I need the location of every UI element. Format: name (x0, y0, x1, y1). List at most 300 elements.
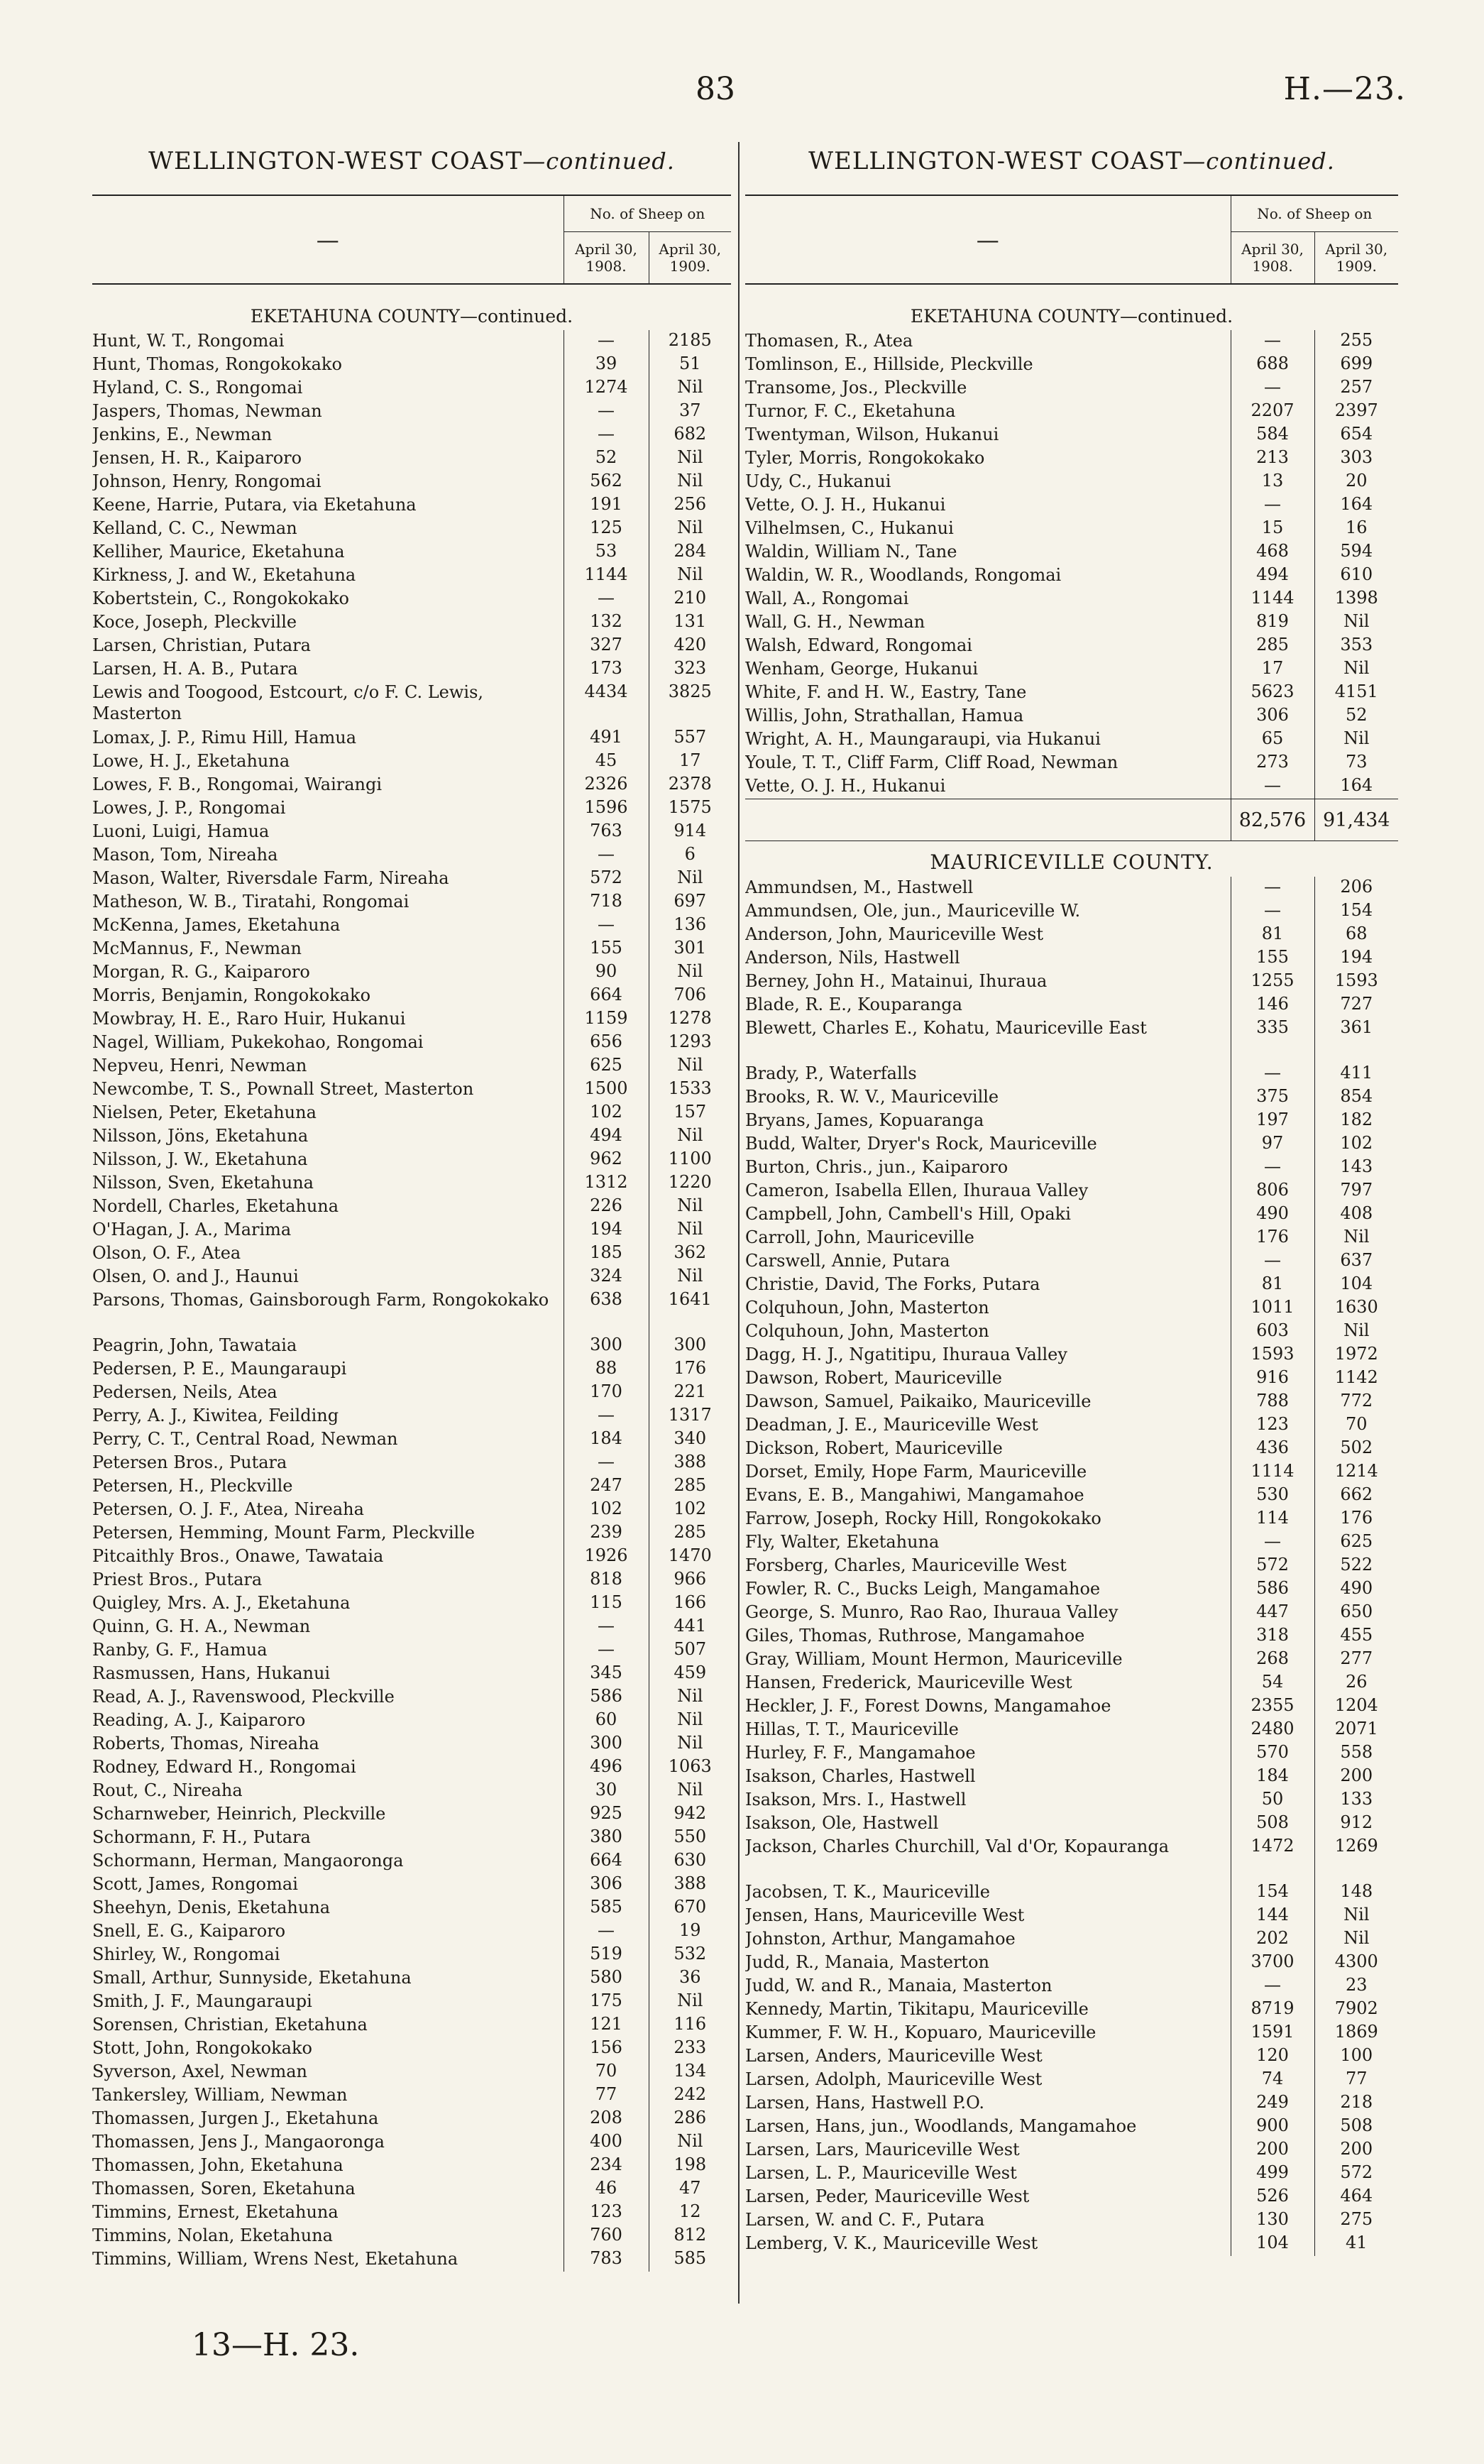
sheep-1909: 41 (1345, 2233, 1368, 2252)
table-row (745, 1344, 1398, 1367)
sheep-1909: 1575 (668, 797, 712, 817)
table-row (92, 1663, 731, 1686)
sheep-1909: 176 (1340, 1508, 1373, 1528)
sheep-1909: 508 (1340, 2115, 1373, 2135)
table-row (92, 867, 731, 891)
table-row (745, 1928, 1398, 1951)
sheep-1908: 156 (564, 2037, 649, 2061)
table-row (92, 1381, 731, 1405)
owner-name: Scharnweber, Heinrich, Pleckville (92, 1803, 564, 1827)
owner-name: Perry, C. T., Central Road, Newman (92, 1428, 564, 1452)
sheep-1908: 125 (564, 518, 649, 541)
sheep-1908: 77 (564, 2084, 649, 2108)
owner-name: Isakson, Mrs. I., Hastwell (745, 1789, 1231, 1812)
sheep-1909: 257 (1340, 377, 1373, 397)
sheep-1909: 70 (1345, 1414, 1368, 1434)
right-table-header (745, 195, 1398, 285)
table-row (745, 1367, 1398, 1391)
sheep-1909: 182 (1340, 1110, 1373, 1129)
sheep-1908: 88 (564, 1358, 649, 1381)
left-table-header (92, 195, 731, 285)
table-row (745, 994, 1398, 1017)
sheep-1908: 184 (1231, 1765, 1314, 1789)
sheep-1909: 73 (1345, 752, 1368, 772)
table-row (92, 1358, 731, 1381)
owner-name: Dagg, H. J., Ngatitipu, Ihuraua Valley (745, 1344, 1231, 1367)
table-row (92, 658, 731, 681)
sheep-1909: 166 (674, 1592, 707, 1612)
sheep-1908: 318 (1231, 1625, 1314, 1648)
sheep-1909: Nil (677, 961, 703, 981)
owner-name: Carroll, John, Mauriceville (745, 1227, 1231, 1250)
sheep-1908: 50 (1231, 1789, 1314, 1812)
sheep-1908: 115 (564, 1592, 649, 1616)
owner-name: Jenkins, E., Newman (92, 424, 564, 447)
sheep-1909: 242 (674, 2084, 707, 2104)
table-row (745, 1578, 1398, 1601)
owner-name: Jensen, Hans, Mauriceville West (745, 1905, 1231, 1928)
sheep-1908: 572 (1231, 1555, 1314, 1578)
sheep-1909: Nil (1343, 611, 1370, 631)
table-row (745, 1086, 1398, 1110)
sheep-1908: 239 (564, 1522, 649, 1545)
sheep-1908: 819 (1231, 611, 1314, 635)
sheep-1908: 400 (564, 2131, 649, 2154)
table-row (745, 1555, 1398, 1578)
table-row (92, 2108, 731, 2131)
owner-name: Dawson, Samuel, Paikaiko, Mauriceville (745, 1391, 1231, 1414)
sheep-1908: — (564, 1452, 649, 1475)
owner-name: Ammundsen, M., Hastwell (745, 877, 1231, 900)
owner-name: Larsen, Christian, Putara (92, 635, 564, 658)
sheep-1909: Nil (677, 518, 703, 537)
sheep-1908: — (1231, 1531, 1314, 1555)
sheep-1908: 15 (1231, 518, 1314, 541)
sheep-1908: — (1231, 900, 1314, 924)
table-row (92, 1242, 731, 1266)
right-col-1909-header: April 30, 1909. (1325, 241, 1388, 275)
left-entries-table (92, 330, 731, 2272)
table-row (92, 1944, 731, 1967)
sheep-1909: 2397 (1334, 400, 1378, 420)
owner-name: Jensen, H. R., Kaiparoro (92, 447, 564, 471)
sheep-1908: 121 (564, 2014, 649, 2037)
sheep-1908: 1593 (1231, 1344, 1314, 1367)
right-county-heading-eketahuna: EKETAHUNA COUNTY—continued. (910, 306, 1233, 327)
left-title-suffix: —continued. (522, 148, 675, 175)
table-row (745, 1672, 1398, 1695)
sheep-1908: 1472 (1231, 1836, 1314, 1881)
sheep-1908: 300 (564, 1733, 649, 1756)
owner-name: Nepveu, Henri, Newman (92, 1055, 564, 1078)
sheep-1908: 1159 (564, 1008, 649, 1031)
totals-blank-cell (745, 799, 1231, 841)
sheep-1908: — (1231, 1250, 1314, 1274)
sheep-1908: — (1231, 377, 1314, 400)
owner-name: Wenham, George, Hukanui (745, 658, 1231, 681)
owner-name: Newcombe, T. S., Pownall Street, Masterton (92, 1078, 564, 1102)
sheep-1908: 102 (564, 1499, 649, 1522)
table-row (745, 1414, 1398, 1438)
table-row (745, 2209, 1398, 2233)
sheep-1909: Nil (677, 1219, 703, 1239)
sheep-1909: 157 (674, 1102, 707, 1122)
table-row (92, 844, 731, 867)
sheep-1908: 584 (1231, 424, 1314, 447)
sheep-1909: 102 (674, 1499, 707, 1518)
sheep-1908: 154 (1231, 1881, 1314, 1905)
sheep-1908: 494 (564, 1125, 649, 1149)
table-row (92, 2084, 731, 2108)
sheep-1909: 19 (678, 1920, 701, 1940)
table-row (92, 1475, 731, 1499)
sheep-1908: 324 (564, 1266, 649, 1289)
sheep-1908: 508 (1231, 1812, 1314, 1836)
sheep-1909: 1869 (1334, 2022, 1378, 2042)
sheep-1909: 388 (674, 1452, 707, 1472)
table-row (92, 1756, 731, 1780)
table-row (745, 1765, 1398, 1789)
sheep-1909: 699 (1340, 354, 1373, 373)
right-column-title (745, 142, 1398, 180)
owner-name: Tyler, Morris, Rongokokako (745, 447, 1231, 471)
table-row (92, 1850, 731, 1873)
sheep-1908: 1312 (564, 1172, 649, 1195)
sheep-1908: 468 (1231, 541, 1314, 564)
sheep-1908: 586 (1231, 1578, 1314, 1601)
sheep-1908: 562 (564, 471, 649, 494)
sheep-1908: 123 (564, 2201, 649, 2225)
owner-name: Wall, A., Rongomai (745, 588, 1231, 611)
sheep-1909: 7902 (1334, 1998, 1378, 2018)
owner-name: Hansen, Frederick, Mauriceville West (745, 1672, 1231, 1695)
sheep-1908: 60 (564, 1709, 649, 1733)
owner-name: Olsen, O. and J., Haunui (92, 1266, 564, 1289)
sheep-1908: 496 (564, 1756, 649, 1780)
table-row (745, 970, 1398, 994)
sheep-1908: 1255 (1231, 970, 1314, 994)
owner-name: Twentyman, Wilson, Hukanui (745, 424, 1231, 447)
sheep-1908: 155 (1231, 947, 1314, 970)
right-title-suffix: —continued. (1182, 148, 1335, 175)
sheep-1909: 26 (1345, 1672, 1368, 1692)
sheep-1908: 185 (564, 1242, 649, 1266)
table-row (92, 2154, 731, 2178)
table-row (92, 2037, 731, 2061)
sheep-1908: 81 (1231, 924, 1314, 947)
sheep-1908: 13 (1231, 471, 1314, 494)
sheep-1909: 1063 (668, 1756, 712, 1776)
right-entries-table-mauriceville (745, 877, 1398, 2256)
owner-name: Anderson, Nils, Hastwell (745, 947, 1231, 970)
table-row (745, 900, 1398, 924)
owner-name: Colquhoun, John, Masterton (745, 1297, 1231, 1320)
sheep-1909: 12 (678, 2201, 701, 2221)
table-row (745, 354, 1398, 377)
left-title-text: WELLINGTON-WEST COAST (148, 147, 523, 175)
sheep-1908: — (1231, 1975, 1314, 1998)
sheep-1909: Nil (1343, 728, 1370, 748)
table-row (92, 1733, 731, 1756)
owner-name: Snell, E. G., Kaiparoro (92, 1920, 564, 1944)
sheep-1908: 1596 (564, 797, 649, 821)
sheep-1908: 120 (1231, 2045, 1314, 2069)
owner-name: Rodney, Edward H., Rongomai (92, 1756, 564, 1780)
table-row (92, 588, 731, 611)
owner-name: Pitcaithly Bros., Onawe, Tawataia (92, 1545, 564, 1569)
sheep-1909: Nil (1343, 1905, 1370, 1924)
sheep-1908: — (564, 1616, 649, 1639)
owner-name: White, F. and H. W., Eastry, Tane (745, 681, 1231, 705)
table-row (745, 1905, 1398, 1928)
owner-name: Thomassen, Soren, Eketahuna (92, 2178, 564, 2201)
sheep-1909: 52 (1345, 705, 1368, 725)
owner-name: Lowe, H. J., Eketahuna (92, 750, 564, 774)
table-row (92, 2248, 731, 2272)
owner-name: Olson, O. F., Atea (92, 1242, 564, 1266)
table-row (745, 1133, 1398, 1156)
owner-name: Sheehyn, Denis, Eketahuna (92, 1897, 564, 1920)
owner-name: Timmins, Ernest, Eketahuna (92, 2201, 564, 2225)
sheep-1909: 303 (1340, 447, 1373, 467)
sheep-1909: 134 (674, 2061, 707, 2081)
sheep-1909: Nil (677, 1780, 703, 1800)
sheep-1909: 942 (674, 1803, 707, 1823)
table-row (745, 1789, 1398, 1812)
table-row (92, 2201, 731, 2225)
sheep-1908: 176 (1231, 1227, 1314, 1250)
table-row (745, 705, 1398, 728)
owner-name: Willis, John, Strathallan, Hamua (745, 705, 1231, 728)
sheep-1909: 2071 (1334, 1719, 1378, 1739)
sheep-1908: — (1231, 494, 1314, 518)
table-row (92, 1709, 731, 1733)
table-row (92, 564, 731, 588)
table-row (745, 1063, 1398, 1086)
sheep-1909: 610 (1340, 564, 1373, 584)
sheep-1908: 499 (1231, 2162, 1314, 2186)
sheep-1908: 625 (564, 1055, 649, 1078)
owner-name: Pedersen, Neils, Atea (92, 1381, 564, 1405)
sheep-1908: 268 (1231, 1648, 1314, 1672)
owner-name: Larsen, W. and C. F., Putara (745, 2209, 1231, 2233)
sheep-1908: 783 (564, 2248, 649, 2272)
table-row (92, 1499, 731, 1522)
total-1908: 82,576 (1231, 799, 1314, 841)
sheep-1908: 300 (564, 1335, 649, 1358)
owner-name: Turnor, F. C., Eketahuna (745, 400, 1231, 424)
sheep-1909: 727 (1340, 994, 1373, 1014)
table-row (745, 681, 1398, 705)
sheep-1908: — (1231, 330, 1314, 354)
owner-name: George, S. Munro, Rao Rao, Ihuraua Valley (745, 1601, 1231, 1625)
sheep-1908: — (564, 400, 649, 424)
table-row (92, 938, 731, 961)
table-row (745, 2045, 1398, 2069)
table-row (745, 1998, 1398, 2022)
table-row (745, 2162, 1398, 2186)
sheep-1908: 580 (564, 1967, 649, 1991)
table-row (92, 1920, 731, 1944)
sheep-1909: Nil (677, 1195, 703, 1215)
owner-name: Johnston, Arthur, Mangamahoe (745, 1928, 1231, 1951)
table-row (92, 400, 731, 424)
sheep-1909: 131 (674, 611, 707, 631)
owner-name: McMannus, F., Newman (92, 938, 564, 961)
sheep-1908: 1500 (564, 1078, 649, 1102)
owner-name: Kirkness, J. and W., Eketahuna (92, 564, 564, 588)
sheep-1909: 420 (674, 635, 707, 655)
sheep-1909: Nil (1343, 658, 1370, 678)
sheep-1909: Nil (1343, 1928, 1370, 1948)
sheep-1909: 625 (1340, 1531, 1373, 1551)
table-row (92, 727, 731, 750)
owner-name: Larsen, Anders, Mauriceville West (745, 2045, 1231, 2069)
sheep-1908: 1114 (1231, 1461, 1314, 1484)
owner-name: Ranby, G. F., Hamua (92, 1639, 564, 1663)
sheep-1908: 656 (564, 1031, 649, 1055)
owner-name: Kummer, F. W. H., Kopuaro, Mauriceville (745, 2022, 1231, 2045)
sheep-1909: 812 (674, 2225, 707, 2245)
table-row (92, 1149, 731, 1172)
table-row (92, 1289, 731, 1335)
sheep-1908: 806 (1231, 1180, 1314, 1203)
sheep-1909: 194 (1340, 947, 1373, 967)
owner-name: Blewett, Charles E., Kohatu, Mauriceville East (745, 1017, 1231, 1063)
table-row (92, 681, 731, 727)
sheep-1908: 132 (564, 611, 649, 635)
sheep-1908: — (564, 588, 649, 611)
page-number: 83 (696, 71, 735, 107)
table-row (92, 1686, 731, 1709)
sheep-1908: 490 (1231, 1203, 1314, 1227)
right-name-column-header: — (745, 195, 1231, 284)
owner-name: Larsen, L. P., Mauriceville West (745, 2162, 1231, 2186)
sheep-1909: 116 (674, 2014, 707, 2034)
table-row (745, 1156, 1398, 1180)
sheep-1908: 1144 (1231, 588, 1314, 611)
table-row (745, 947, 1398, 970)
owner-name: Lewis and Toogood, Estcourt, c/o F. C. Lewis, Masterton (92, 681, 564, 727)
sheep-1908: 170 (564, 1381, 649, 1405)
owner-name: Ammundsen, Ole, jun., Mauriceville W. (745, 900, 1231, 924)
table-row (92, 985, 731, 1008)
sheep-1909: 558 (1340, 1742, 1373, 1762)
sheep-1909: 47 (678, 2178, 701, 2198)
owner-name: Vilhelmsen, C., Hukanui (745, 518, 1231, 541)
table-row (92, 891, 731, 914)
sheep-1909: 914 (674, 821, 707, 841)
sheep-1908: 375 (1231, 1086, 1314, 1110)
signature-mark: 13—H. 23. (192, 2327, 360, 2363)
sheep-1908: 30 (564, 1780, 649, 1803)
owner-name: Thomassen, Jens J., Mangaoronga (92, 2131, 564, 2154)
table-row (92, 1616, 731, 1639)
sheep-1908: 213 (1231, 447, 1314, 471)
sheep-1909: 1593 (1334, 970, 1378, 990)
sheep-1908: 586 (564, 1686, 649, 1709)
sheep-1908: 45 (564, 750, 649, 774)
sheep-1909: 532 (674, 1944, 707, 1964)
table-row (92, 914, 731, 938)
table-row (745, 611, 1398, 635)
sheep-1908: 249 (1231, 2092, 1314, 2115)
table-row (745, 1297, 1398, 1320)
left-column (92, 142, 731, 2272)
owner-name: Luoni, Luigi, Hamua (92, 821, 564, 844)
sheep-1908: 788 (1231, 1391, 1314, 1414)
sheep-1909: 301 (674, 938, 707, 958)
owner-name: Judd, R., Manaia, Masterton (745, 1951, 1231, 1975)
sheep-1909: 490 (1340, 1578, 1373, 1598)
table-row (745, 1484, 1398, 1508)
owner-name: Hillas, T. T., Mauriceville (745, 1719, 1231, 1742)
sheep-1908: — (564, 1920, 649, 1944)
sheep-1908: 1274 (564, 377, 649, 400)
sheep-1909: 662 (1340, 1484, 1373, 1504)
sheep-1908: 900 (1231, 2115, 1314, 2139)
table-row (92, 821, 731, 844)
right-entries-body-mauriceville (745, 877, 1398, 2256)
sheep-1908: 114 (1231, 1508, 1314, 1531)
sheep-1909: 682 (674, 424, 707, 444)
owner-name: Campbell, John, Cambell's Hill, Opaki (745, 1203, 1231, 1227)
sheep-1909: 275 (1340, 2209, 1373, 2229)
sheep-1909: Nil (677, 1125, 703, 1145)
sheep-1909: 148 (1340, 1881, 1373, 1901)
sheep-1908: 327 (564, 635, 649, 658)
sheep-1909: 200 (1340, 1765, 1373, 1785)
sheep-1908: 306 (1231, 705, 1314, 728)
sheep-1908: — (564, 1405, 649, 1428)
sheep-1909: 706 (674, 985, 707, 1004)
owner-name: Bryans, James, Kopuaranga (745, 1110, 1231, 1133)
sheep-1908: — (564, 1639, 649, 1663)
owner-name: Walsh, Edward, Rongomai (745, 635, 1231, 658)
owner-name: Scott, James, Rongomai (92, 1873, 564, 1897)
sheep-1908: 97 (1231, 1133, 1314, 1156)
table-row (745, 1625, 1398, 1648)
owner-name: Petersen Bros., Putara (92, 1452, 564, 1475)
owner-name: Tomlinson, E., Hillside, Pleckville (745, 354, 1231, 377)
owner-name: Hyland, C. S., Rongomai (92, 377, 564, 400)
owner-name: Thomasen, R., Atea (745, 330, 1231, 354)
table-row (92, 354, 731, 377)
table-row (745, 330, 1398, 354)
sheep-1909: 1972 (1334, 1344, 1378, 1364)
owner-name: Vette, O. J. H., Hukanui (745, 775, 1231, 799)
owner-name: Johnson, Henry, Rongomai (92, 471, 564, 494)
owner-name: Berney, John H., Matainui, Ihuraua (745, 970, 1231, 994)
table-row (92, 1592, 731, 1616)
owner-name: Isakson, Charles, Hastwell (745, 1765, 1231, 1789)
sheep-1909: 23 (1345, 1975, 1368, 1995)
owner-name: Waldin, W. R., Woodlands, Rongomai (745, 564, 1231, 588)
table-row (745, 1391, 1398, 1414)
owner-name: Kennedy, Martin, Tikitapu, Mauriceville (745, 1998, 1231, 2022)
owner-name: Farrow, Joseph, Rocky Hill, Rongokokako (745, 1508, 1231, 1531)
owner-name: Christie, David, The Forks, Putara (745, 1274, 1231, 1297)
owner-name: Schormann, Herman, Mangaoronga (92, 1850, 564, 1873)
sheep-1908: 234 (564, 2154, 649, 2178)
sheep-1908: 104 (1231, 2233, 1314, 2256)
sheep-1909: 6 (684, 844, 696, 864)
table-row (92, 518, 731, 541)
table-row (92, 1125, 731, 1149)
sheep-1908: 173 (564, 658, 649, 681)
owner-name: Jaspers, Thomas, Newman (92, 400, 564, 424)
table-row (745, 924, 1398, 947)
